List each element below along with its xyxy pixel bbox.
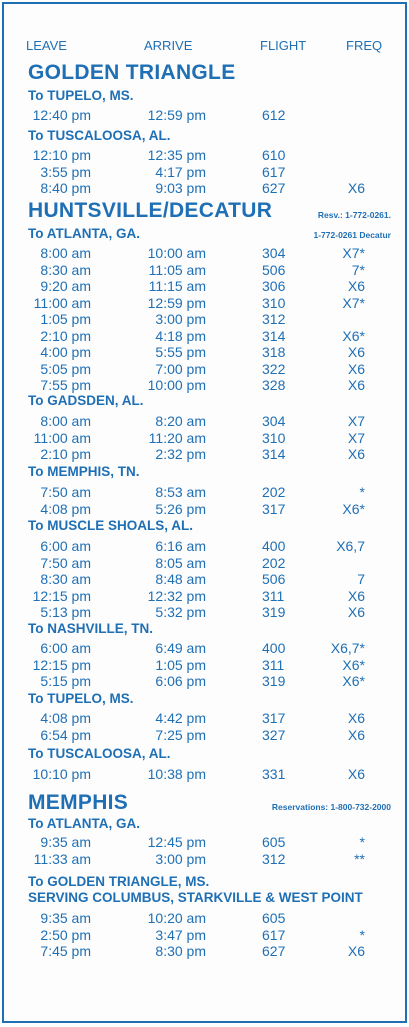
destination-heading: To TUSCALOOSA, AL. — [28, 746, 171, 761]
frequency: 7 — [357, 571, 365, 587]
city-heading: HUNTSVILLE/DECATUR — [28, 199, 273, 222]
reservations-note: 1-772-0261 Decatur — [313, 230, 391, 240]
flight-row — [4, 927, 409, 943]
flight-row — [4, 710, 409, 726]
frequency: X6* — [342, 673, 365, 689]
arrive-time: 12:59 pm — [147, 107, 206, 123]
arrive-time: 9:03 pm — [155, 180, 206, 196]
column-header-leave: LEAVE — [26, 38, 67, 53]
frequency: * — [359, 484, 365, 500]
flight-number: 202 — [262, 554, 286, 571]
arrive-time: 8:05 am — [155, 554, 206, 571]
arrive-time: 6:16 am — [155, 538, 206, 554]
flight-row — [4, 262, 409, 278]
arrive-time: 12:45 pm — [147, 834, 206, 850]
flight-row — [4, 673, 409, 689]
flight-number: 400 — [262, 640, 286, 656]
frequency: X6 — [347, 446, 365, 462]
arrive-time: 8:48 am — [155, 571, 206, 587]
flight-row — [4, 245, 409, 261]
arrive-time: 11:05 am — [148, 261, 206, 278]
flight-number: 627 — [262, 180, 286, 196]
leave-time: 7:50 am — [40, 554, 91, 571]
city-heading: GOLDEN TRIANGLE — [28, 61, 236, 84]
arrive-time: 10:38 pm — [147, 766, 206, 782]
arrive-time: 5:26 pm — [155, 500, 206, 517]
leave-time: 11:33 am — [33, 850, 91, 867]
arrive-time: 5:32 pm — [155, 604, 206, 620]
flight-number: 617 — [262, 926, 286, 943]
flight-number: 322 — [262, 360, 286, 377]
arrive-time: 4:17 pm — [155, 163, 206, 180]
flight-row — [4, 278, 409, 294]
frequency: X6* — [342, 656, 365, 673]
frequency: X7 — [347, 413, 365, 429]
flight-number: 319 — [262, 673, 286, 689]
frequency: X6 — [347, 726, 365, 743]
destination-heading: To MEMPHIS, TN. — [28, 464, 140, 479]
flight-row — [4, 604, 409, 620]
flight-number: 506 — [262, 261, 286, 278]
arrive-time: 6:06 pm — [155, 673, 206, 689]
leave-time: 4:00 pm — [40, 344, 91, 360]
leave-time: 9:35 am — [40, 910, 91, 926]
flight-row — [4, 501, 409, 517]
arrive-time: 4:42 pm — [155, 710, 206, 726]
leave-time: 12:10 pm — [32, 147, 91, 163]
flight-number: 317 — [262, 500, 286, 517]
leave-time: 9:20 am — [40, 278, 91, 294]
leave-time: 6:54 pm — [40, 726, 91, 743]
arrive-time: 8:30 pm — [155, 943, 206, 959]
leave-time: 8:00 am — [40, 413, 91, 429]
destination-heading: To ATLANTA, GA. — [28, 816, 140, 831]
flight-number: 318 — [262, 344, 286, 360]
arrive-time: 12:59 pm — [147, 294, 206, 311]
frequency: X6,7* — [330, 640, 365, 656]
flight-row — [4, 180, 409, 196]
frequency: * — [359, 834, 365, 850]
leave-time: 12:40 pm — [32, 107, 91, 123]
destination-heading: To MUSCLE SHOALS, AL. — [28, 518, 193, 533]
leave-time: 2:10 pm — [40, 446, 91, 462]
flight-number: 317 — [262, 710, 286, 726]
leave-time: 5:05 pm — [40, 360, 91, 377]
flight-row — [4, 295, 409, 311]
leave-time: 2:10 pm — [40, 327, 91, 344]
flight-row — [4, 377, 409, 393]
frequency: X6* — [342, 500, 365, 517]
frequency: X6 — [347, 180, 365, 196]
column-header-freq: FREQ — [346, 38, 383, 53]
destination-heading: To TUPELO, MS. — [28, 691, 134, 706]
arrive-time: 3:00 pm — [155, 850, 206, 867]
destination-heading: To TUPELO, MS. — [28, 88, 134, 103]
flight-number: 312 — [262, 850, 286, 867]
flight-row — [4, 413, 409, 429]
leave-time: 8:30 am — [40, 571, 91, 587]
arrive-time: 3:00 pm — [155, 311, 206, 327]
arrive-time: 6:49 am — [155, 640, 206, 656]
flight-number: 314 — [262, 446, 286, 462]
frequency: X6 — [347, 604, 365, 620]
arrive-time: 10:00 pm — [147, 377, 206, 393]
flight-number: 506 — [262, 571, 286, 587]
flight-row — [4, 311, 409, 327]
frequency: * — [359, 926, 365, 943]
leave-time: 1:05 pm — [40, 311, 91, 327]
destination-heading: To TUSCALOOSA, AL. — [28, 128, 171, 143]
flight-row — [4, 834, 409, 850]
frequency: X6 — [347, 710, 365, 726]
leave-time: 3:55 pm — [40, 163, 91, 180]
leave-time: 11:00 am — [33, 294, 91, 311]
leave-time: 6:00 am — [40, 538, 91, 554]
flight-number: 314 — [262, 327, 286, 344]
flight-number: 319 — [262, 604, 286, 620]
leave-time: 7:55 pm — [40, 377, 91, 393]
flight-row — [4, 107, 409, 123]
arrive-time: 4:18 pm — [155, 327, 206, 344]
frequency: X6 — [347, 766, 365, 782]
flight-number: 605 — [262, 910, 286, 926]
arrive-time: 10:20 am — [147, 910, 206, 926]
arrive-time: 7:00 pm — [155, 360, 206, 377]
flight-row — [4, 943, 409, 959]
flight-row — [4, 851, 409, 867]
arrive-time: 7:25 pm — [155, 726, 206, 743]
arrive-time: 11:15 am — [148, 278, 206, 294]
reservations-note: Reservations: 1-800-732-2000 — [271, 802, 391, 812]
leave-time: 8:00 am — [40, 245, 91, 261]
flight-number: 304 — [262, 413, 286, 429]
frequency: X6 — [347, 587, 365, 604]
flight-row — [4, 344, 409, 360]
leave-time: 12:15 pm — [32, 587, 91, 604]
flight-number: 306 — [262, 278, 286, 294]
flight-row — [4, 328, 409, 344]
frequency: X7* — [342, 245, 365, 261]
frequency: X6* — [342, 327, 365, 344]
flight-number: 312 — [262, 311, 286, 327]
leave-time: 5:15 pm — [40, 673, 91, 689]
schedule-page — [2, 2, 407, 1023]
flight-number: 617 — [262, 163, 286, 180]
frequency: X7 — [347, 429, 365, 446]
leave-time: 6:00 am — [40, 640, 91, 656]
destination-subheading: SERVING COLUMBUS, STARKVILLE & WEST POINT — [28, 890, 363, 905]
destination-heading: To GADSDEN, AL. — [28, 393, 144, 408]
frequency: X6 — [347, 344, 365, 360]
frequency: X6 — [347, 377, 365, 393]
arrive-time: 12:32 pm — [147, 587, 206, 604]
flight-row — [4, 538, 409, 554]
leave-time: 8:30 am — [40, 261, 91, 278]
arrive-time: 8:20 am — [155, 413, 206, 429]
arrive-time: 8:53 am — [155, 484, 206, 500]
column-header-flight: FLIGHT — [260, 38, 307, 53]
flight-number: 400 — [262, 538, 286, 554]
flight-row — [4, 588, 409, 604]
flight-number: 627 — [262, 943, 286, 959]
frequency: X6,7 — [336, 538, 365, 554]
arrive-time: 10:00 am — [147, 245, 206, 261]
leave-time: 10:10 pm — [32, 766, 91, 782]
leave-time: 11:00 am — [33, 429, 91, 446]
flight-number: 331 — [262, 766, 286, 782]
frequency: X6 — [347, 278, 365, 294]
flight-row — [4, 361, 409, 377]
flight-number: 610 — [262, 147, 286, 163]
flight-row — [4, 147, 409, 163]
leave-time: 4:08 pm — [40, 500, 91, 517]
flight-row — [4, 766, 409, 782]
frequency: X6 — [347, 943, 365, 959]
flight-number: 310 — [262, 429, 286, 446]
destination-heading: To ATLANTA, GA. — [28, 226, 140, 241]
flight-number: 328 — [262, 377, 286, 393]
flight-number: 612 — [262, 107, 286, 123]
flight-row — [4, 430, 409, 446]
frequency: ** — [354, 850, 365, 867]
leave-time: 8:40 pm — [40, 180, 91, 196]
destination-heading: To NASHVILLE, TN. — [28, 621, 153, 636]
leave-time: 5:13 pm — [40, 604, 91, 620]
flight-number: 605 — [262, 834, 286, 850]
flight-row — [4, 555, 409, 571]
leave-time: 7:50 am — [40, 484, 91, 500]
arrive-time: 1:05 pm — [155, 656, 206, 673]
city-heading: MEMPHIS — [28, 791, 129, 814]
frequency: X6 — [347, 360, 365, 377]
flight-number: 311 — [262, 656, 285, 673]
column-header-arrive: ARRIVE — [144, 38, 193, 53]
frequency: X7* — [342, 294, 365, 311]
arrive-time: 2:32 pm — [155, 446, 206, 462]
flight-row — [4, 571, 409, 587]
flight-row — [4, 727, 409, 743]
leave-time: 9:35 am — [40, 834, 91, 850]
flight-number: 327 — [262, 726, 286, 743]
arrive-time: 3:47 pm — [155, 926, 206, 943]
reservations-note: Resv.: 1-772-0261. — [317, 210, 391, 220]
flight-row — [4, 910, 409, 926]
flight-number: 304 — [262, 245, 286, 261]
leave-time: 12:15 pm — [32, 656, 91, 673]
flight-row — [4, 657, 409, 673]
arrive-time: 12:35 pm — [147, 147, 206, 163]
arrive-time: 5:55 pm — [155, 344, 206, 360]
flight-row — [4, 640, 409, 656]
flight-row — [4, 484, 409, 500]
frequency: 7* — [351, 261, 365, 278]
flight-row — [4, 164, 409, 180]
leave-time: 4:08 pm — [40, 710, 91, 726]
flight-number: 202 — [262, 484, 286, 500]
flight-number: 311 — [262, 587, 285, 604]
leave-time: 7:45 pm — [40, 943, 91, 959]
flight-row — [4, 446, 409, 462]
destination-heading: To GOLDEN TRIANGLE, MS. — [28, 874, 210, 889]
leave-time: 2:50 pm — [40, 926, 91, 943]
flight-number: 310 — [262, 294, 286, 311]
arrive-time: 11:20 am — [148, 429, 206, 446]
